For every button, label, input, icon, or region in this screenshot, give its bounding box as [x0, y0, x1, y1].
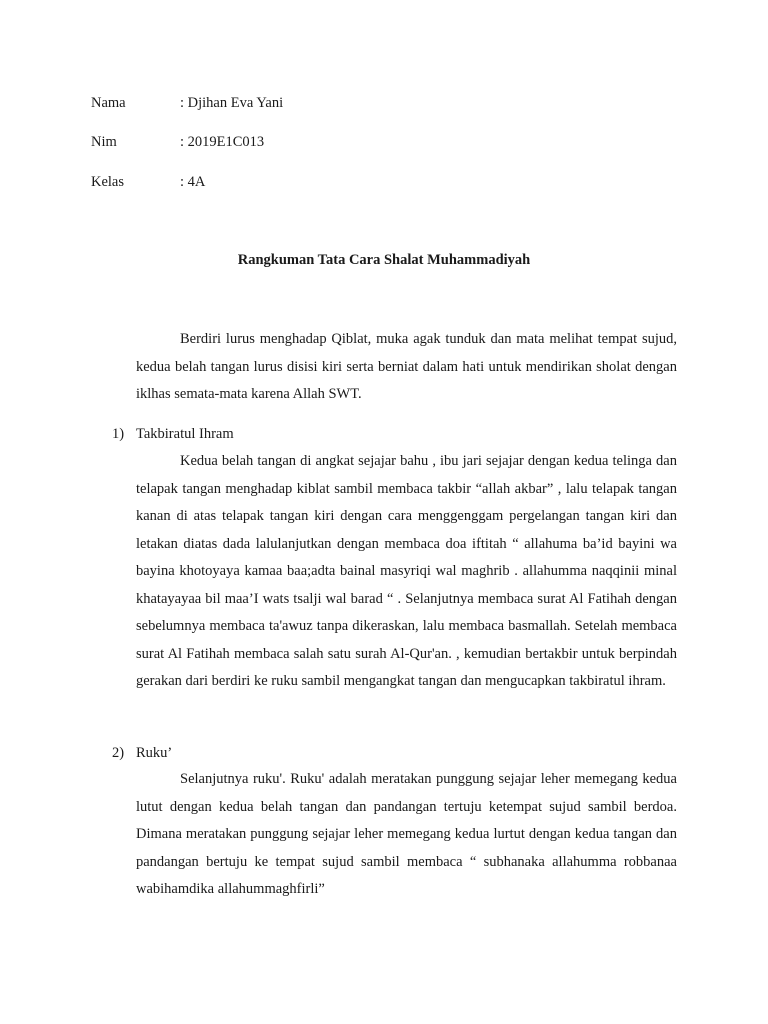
section-title: Takbiratul Ihram: [136, 426, 234, 442]
section-number: 1): [112, 426, 125, 442]
intro-paragraph: [136, 326, 677, 409]
document-title: Rangkuman Tata Cara Shalat Muhammadiyah: [237, 252, 531, 268]
intro-text: Berdiri lurus menghadap Qiblat, muka agak tunduk dan mata melihat tempat sujud, kedua belah tangan lurus disisi kiri serta berniat dalam hati untuk mendirikan sholat dengan iklhas semata-mata karena Allah SWT.: [136, 331, 677, 402]
section-number: 2): [112, 745, 125, 761]
section-paragraph-takbiratul-ihram: [136, 448, 677, 696]
student-name-label: Nama: [91, 95, 126, 111]
section-title: Ruku’: [136, 745, 173, 761]
student-class-label: Kelas: [91, 174, 125, 190]
section-body: Kedua belah tangan di angkat sejajar bahu , ibu jari sejajar dengan kedua telinga dan telapak tangan menghadap kiblat sambil membaca takbir “allah akbar” , lalu telapak tangan kanan di atas telapak tangan kiri dengan cara menggenggam pergelangan tangan kiri dan letakan diatas dada lalulanjutkan dengan membaca doa iftitah “ allahuma ba’id bayini wa bayina khotoyaya kamaa baa;adta bainal masyriqi wal maghrib . allahumma naqqinii minal khatayayaa bil maa’I wats tsalji wal barad “ . Selanjutnya membaca surat Al Fatihah dengan sebelumnya membaca ta'awuz tanpa dikeraskan, lalu membaca basmallah. Setelah membaca surat Al Fatihah membaca salah satu surah Al-Qur'an. , kemudian bertakbir untuk berpindah gerakan dari berdiri ke ruku sambil mengangkat tangan dan mengucapkan takbiratul ihram.: [136, 453, 677, 689]
section-body: Selanjutnya ruku'. Ruku' adalah meratakan punggung sejajar leher memegang kedua lutut dengan kedua belah tangan dan pandangan tertuju ketempat sujud sambil berdoa. Dimana meratakan punggung sejajar leher memegang kedua lurtut dengan kedua tangan dan pandangan bertuju ke tempat sujud sambil membaca “ subhanaka allahumma robbanaa wabihamdika allahummaghfirli”: [136, 771, 677, 897]
section-paragraph-ruku: [136, 766, 677, 904]
student-class-value: : 4A: [180, 174, 206, 190]
student-name-value: : Djihan Eva Yani: [180, 95, 284, 111]
student-nim-label: Nim: [91, 134, 117, 150]
student-nim-value: : 2019E1C013: [180, 134, 265, 150]
